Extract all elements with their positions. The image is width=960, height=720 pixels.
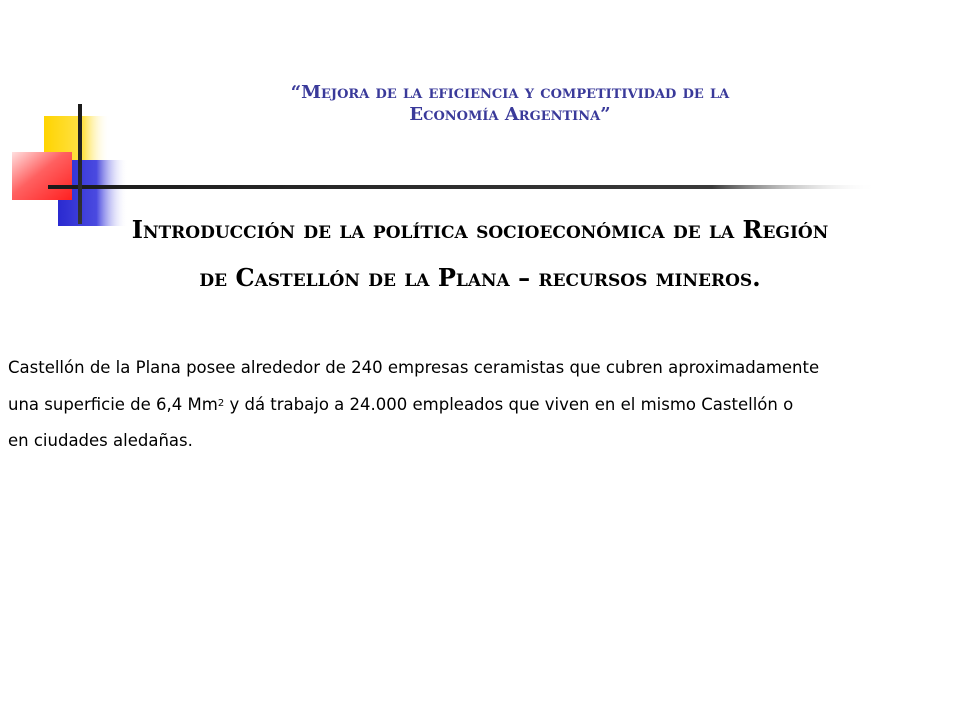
main-title-line-1: Introducción de la política socioeconómica de la Región — [131, 215, 829, 244]
body-line-2-start: una superficie de 6,4 Mm — [8, 395, 218, 414]
body-line-1: Castellón de la Plana posee alrededor de 240 empresas ceramistas que cubren aproximadamente — [8, 358, 820, 377]
header-title-line-1: “Mejora de la eficiencia y competitividad de la — [290, 82, 730, 103]
header-title — [200, 82, 820, 126]
red-square-shape — [12, 152, 72, 200]
header-title-line-2: Economía Argentina” — [409, 104, 611, 125]
superscript-2: 2 — [217, 398, 225, 409]
body-line-2 — [8, 386, 948, 423]
body-paragraph — [8, 350, 948, 459]
horizontal-rule-shape — [48, 185, 878, 189]
body-line-3: en ciudades aledañas. — [8, 431, 193, 450]
main-title-line-2: de Castellón de la Plana – recursos mineros. — [199, 263, 761, 292]
body-line-2-end: y dá trabajo a 24.000 empleados que viven en el mismo Castellón o — [224, 395, 794, 414]
main-title — [0, 206, 960, 302]
